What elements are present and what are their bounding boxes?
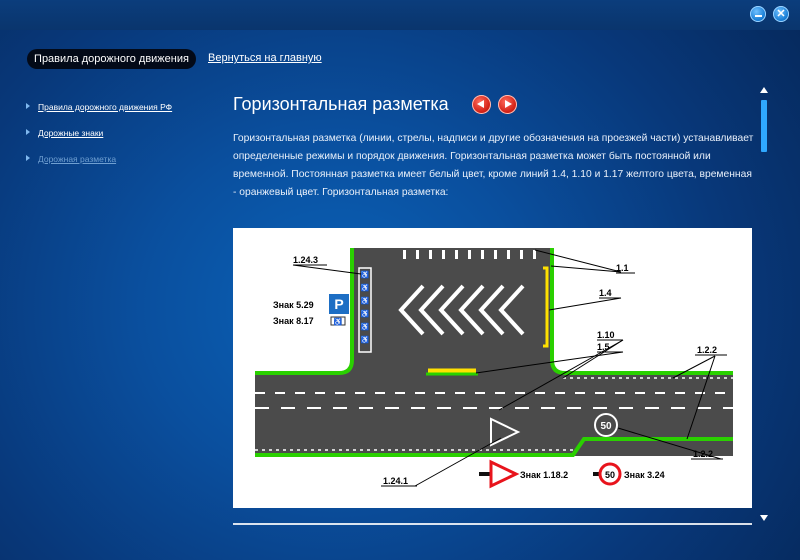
- arrow-right-icon: [505, 100, 512, 108]
- label-sign-5-29: Знак 5.29: [273, 300, 314, 310]
- label-sign-1-18-2: Знак 1.18.2: [520, 470, 569, 480]
- svg-text:♿: ♿: [360, 272, 370, 279]
- crossroad-vertical-road: [353, 248, 551, 372]
- sidebar-item-traffic-rules[interactable]: [26, 102, 216, 128]
- description-text: Горизонтальная разметка (линии, стрелы, надписи и другие обозначения на проезжей части) устанавливает определенные режимы и порядок движения. Горизонтальная разметка может быть постоянной или временной. Постоянная разметка имеет белый цвет, кроме линий 1.4, 1.10 и 1.17 желтого цвета, временная - оранжевый цвет. Горизонтальная разметка:: [233, 133, 754, 198]
- label-1-2-2-top: 1.2.2: [697, 345, 718, 355]
- svg-text:♿: ♿: [360, 311, 370, 318]
- scrollbar-track[interactable]: [761, 98, 767, 513]
- home-link[interactable]: Вернуться на главную: [208, 52, 322, 64]
- arrow-left-icon: [477, 100, 484, 108]
- sidebar-item-road-markings[interactable]: [26, 154, 216, 180]
- scrollbar-thumb[interactable]: [761, 100, 767, 152]
- label-1-10: 1.10: [597, 330, 615, 340]
- label-1-24-3: 1.24.3: [293, 255, 319, 265]
- road-corner-left: [255, 360, 353, 372]
- scroll-up-icon[interactable]: [760, 87, 768, 93]
- sidebar-item-road-signs[interactable]: [26, 128, 216, 154]
- title-bar: [0, 0, 800, 30]
- label-1-1: 1.1: [616, 263, 629, 273]
- next-page-button[interactable]: [498, 95, 517, 114]
- close-button[interactable]: [773, 6, 789, 22]
- road-marking-diagram: [233, 228, 752, 508]
- minimize-button[interactable]: [750, 6, 766, 22]
- sign-1-18-2-icon: [491, 462, 516, 486]
- minimize-icon: [755, 15, 762, 17]
- prev-page-button[interactable]: [472, 95, 491, 114]
- close-icon: ✕: [776, 7, 786, 20]
- sidebar-item-label: Дорожная разметка: [38, 154, 117, 164]
- label-sign-3-24: Знак 3.24: [624, 470, 665, 480]
- svg-text:♿: ♿: [360, 298, 370, 305]
- sidebar-nav: [26, 102, 216, 180]
- sign-3-24-value: 50: [604, 470, 616, 480]
- sidebar-item-label: Правила дорожного движения РФ: [38, 102, 173, 112]
- speed-road-value: 50: [600, 421, 612, 432]
- label-sign-8-17: Знак 8.17: [273, 316, 314, 326]
- svg-text:♿: ♿: [360, 324, 370, 331]
- svg-text:♿: ♿: [360, 337, 370, 344]
- page-title: Горизонтальная разметка: [233, 94, 449, 114]
- sidebar-item-label: Дорожные знаки: [38, 128, 104, 138]
- label-1-24-1: 1.24.1: [383, 476, 409, 486]
- label-1-5: 1.5: [597, 342, 610, 352]
- wheelchair-icon: ♿: [333, 319, 343, 326]
- road-marking-svg: [233, 228, 752, 508]
- bullet-arrow-icon: [26, 129, 30, 135]
- svg-text:♿: ♿: [360, 285, 370, 292]
- bullet-arrow-icon: [26, 103, 30, 109]
- scroll-down-icon[interactable]: [760, 515, 768, 521]
- bullet-arrow-icon: [26, 155, 30, 161]
- section-pill-button[interactable]: Правила дорожного движения: [27, 49, 196, 69]
- parking-sign-letter: P: [334, 296, 344, 312]
- label-1-2-2-bottom: 1.2.2: [693, 449, 714, 459]
- content-divider: [233, 523, 752, 525]
- label-1-4: 1.4: [599, 288, 612, 298]
